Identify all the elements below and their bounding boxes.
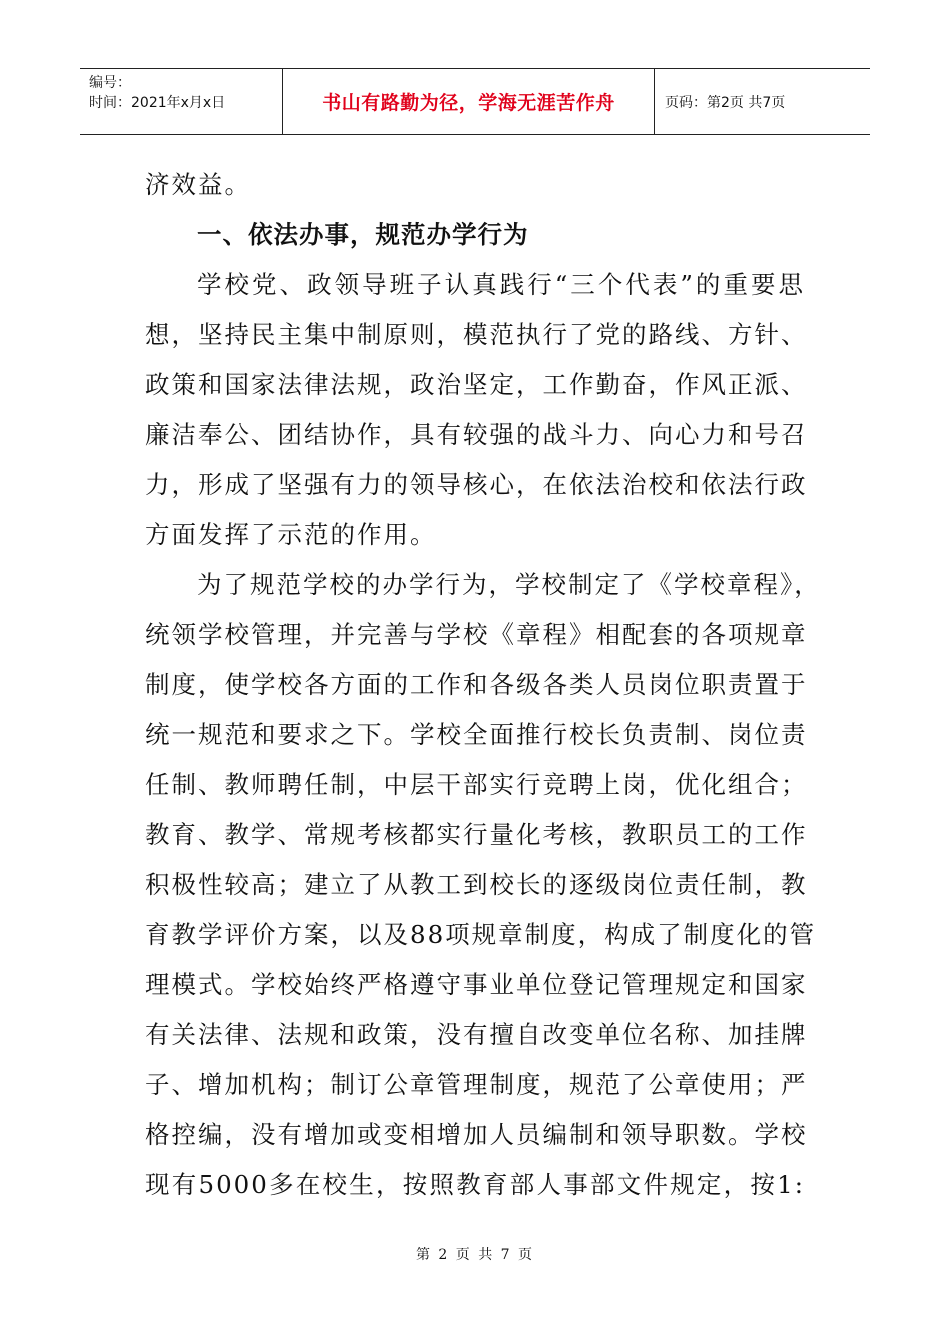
header-motto: 书山有路勤为径，学海无涯苦作舟 <box>283 69 655 134</box>
body-line: 子、增加机构；制订公章管理制度，规范了公章使用；严 <box>145 1070 808 1099</box>
body-line: 统领学校管理，并完善与学校《章程》相配套的各项规章 <box>145 620 808 649</box>
body-line: 现有5000多在校生，按照教育部人事部文件规定，按1: <box>145 1170 805 1199</box>
time-label: 时间：2021年x月x日 <box>89 95 226 111</box>
body-line: 育教学评价方案，以及88项规章制度，构成了制度化的管 <box>145 920 817 949</box>
body-line: 学校党、政领导班子认真践行“三个代表”的重要思 <box>197 270 805 299</box>
body-line: 理模式。学校始终严格遵守事业单位登记管理规定和国家 <box>145 970 808 999</box>
body-line: 方面发挥了示范的作用。 <box>145 520 437 549</box>
header-meta-cell <box>80 69 283 134</box>
body-line: 济效益。 <box>145 170 251 199</box>
header-page-info: 页码：第2页 共7页 <box>665 94 786 111</box>
body-line: 政策和国家法律法规，政治坚定，工作勤奋，作风正派、 <box>145 370 808 399</box>
body-line: 力，形成了坚强有力的领导核心，在依法治校和依法行政 <box>145 470 808 499</box>
body-line: 教育、教学、常规考核都实行量化考核，教职员工的工作 <box>145 820 808 849</box>
body-line: 格控编，没有增加或变相增加人员编制和领导职数。学校 <box>145 1120 808 1149</box>
body-line: 统一规范和要求之下。学校全面推行校长负责制、岗位责 <box>145 720 808 749</box>
section-heading: 一、依法办事，规范办学行为 <box>197 220 529 249</box>
body-line: 想，坚持民主集中制原则，模范执行了党的路线、方针、 <box>145 320 808 349</box>
body-line: 有关法律、法规和政策，没有擅自改变单位名称、加挂牌 <box>145 1020 808 1049</box>
page-footer: 第 2 页 共 7 页 <box>415 1247 535 1263</box>
body-line: 廉洁奉公、团结协作，具有较强的战斗力、向心力和号召 <box>145 420 808 449</box>
body-line: 为了规范学校的办学行为，学校制定了《学校章程》， <box>197 570 821 599</box>
body-line: 积极性较高；建立了从教工到校长的逐级岗位责任制，教 <box>145 870 808 899</box>
header-table <box>80 68 870 135</box>
serial-label: 编号： <box>89 75 131 91</box>
document-body <box>145 160 821 1210</box>
body-line: 制度，使学校各方面的工作和各级各类人员岗位职责置于 <box>145 670 808 699</box>
body-line: 任制、教师聘任制，中层干部实行竞聘上岗，优化组合； <box>145 770 808 799</box>
